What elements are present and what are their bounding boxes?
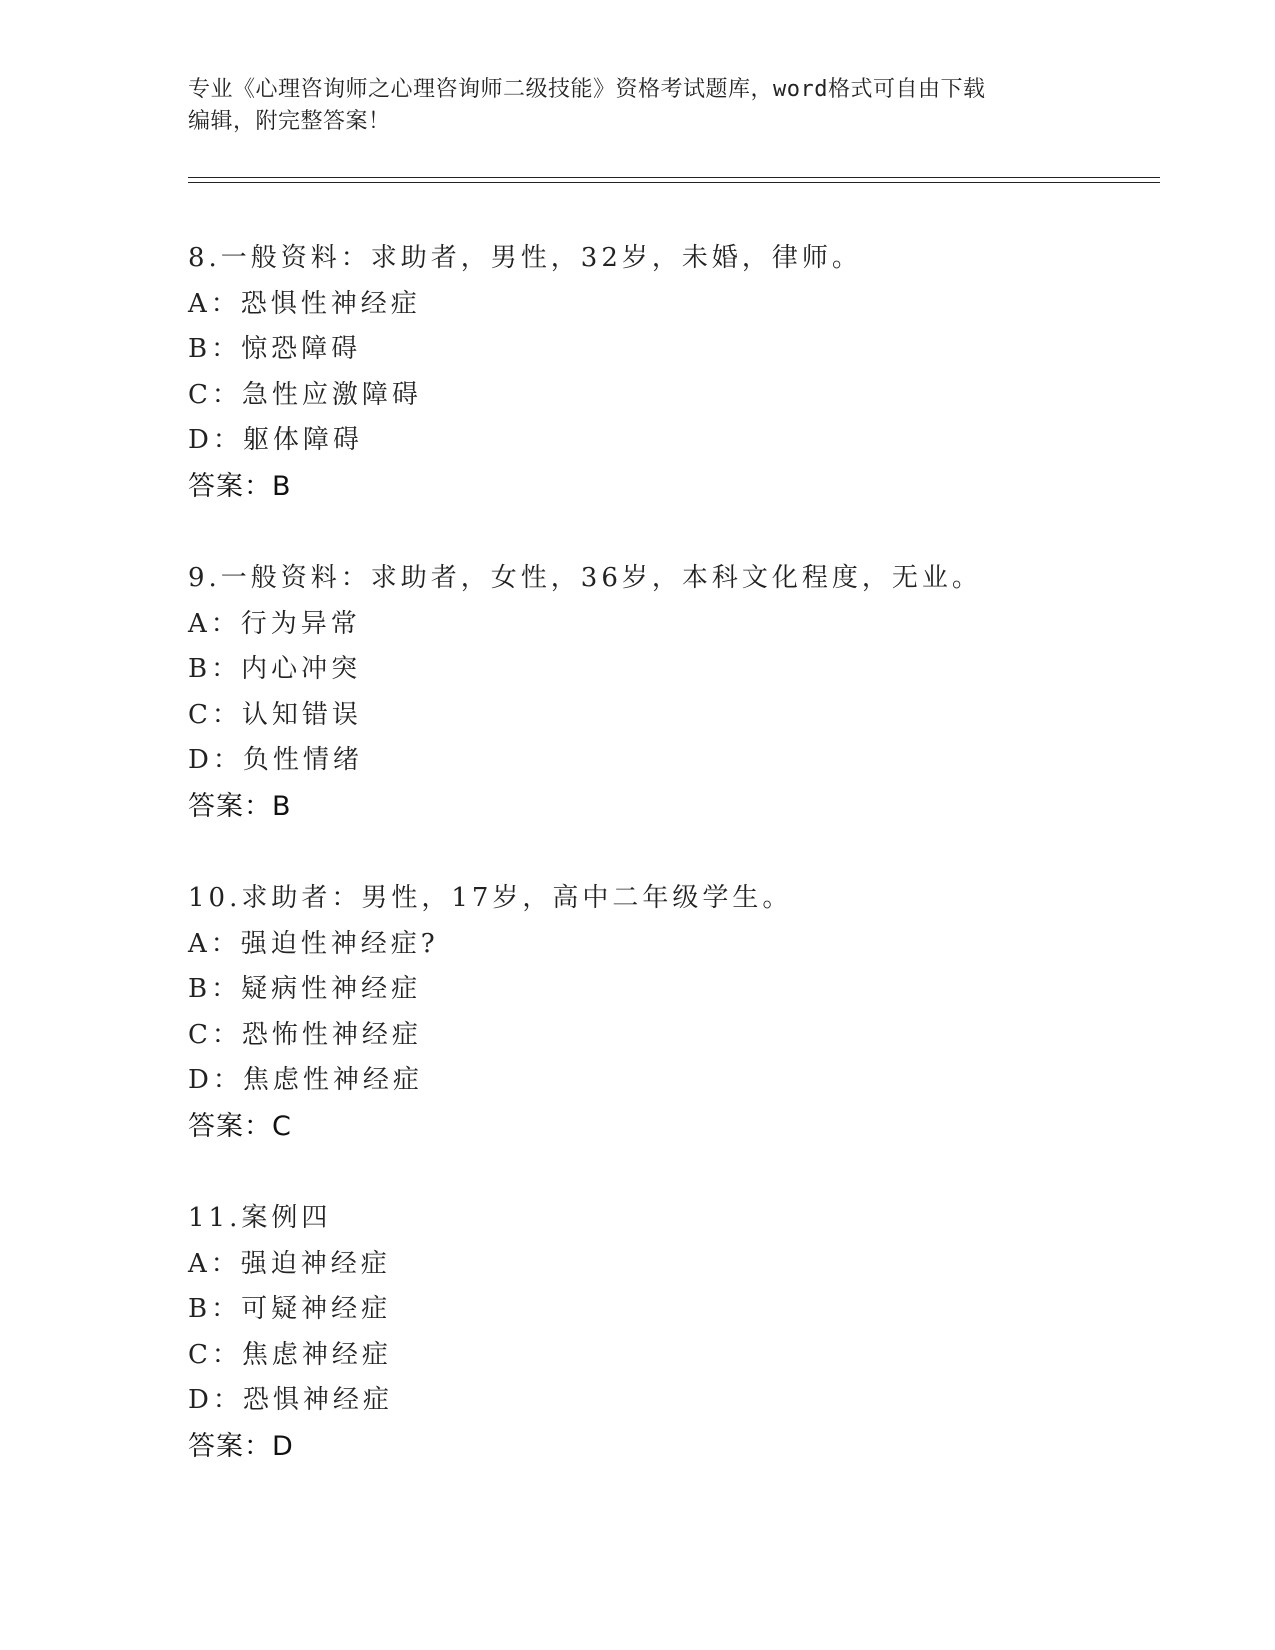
document-header [188, 74, 1088, 138]
option-a: A：恐惧性神经症 [188, 288, 421, 319]
question-list [188, 236, 1148, 1516]
question-stem: 11.案例四 [188, 1203, 332, 1233]
option-d: D：焦虑性神经症 [188, 1065, 423, 1096]
header-divider-bottom [188, 182, 1160, 183]
question-9 [188, 556, 1148, 876]
header-divider-top [188, 177, 1160, 178]
option-d: D：负性情绪 [188, 745, 363, 776]
answer-line: 答案：B [188, 790, 292, 822]
option-b: B：可疑神经症 [188, 1294, 392, 1325]
header-line-1: 专业《心理咨询师之心理咨询师二级技能》资格考试题库，word格式可自由下载 [188, 77, 986, 102]
option-b: B：惊恐障碍 [188, 334, 362, 365]
option-c: C：恐怖性神经症 [188, 1019, 422, 1050]
option-d: D：恐惧神经症 [188, 1385, 393, 1416]
answer-line: 答案：B [188, 470, 292, 502]
option-b: B：内心冲突 [188, 654, 362, 685]
option-d: D：躯体障碍 [188, 425, 363, 456]
question-11 [188, 1196, 1148, 1516]
option-a: A：行为异常 [188, 608, 361, 639]
header-line-2: 编辑，附完整答案！ [188, 109, 391, 134]
question-8 [188, 236, 1148, 556]
option-b: B：疑病性神经症 [188, 974, 422, 1005]
option-c: C：焦虑神经症 [188, 1339, 392, 1370]
answer-line: 答案：C [188, 1110, 292, 1142]
question-stem: 9.一般资料：求助者，女性，36岁，本科文化程度，无业。 [188, 563, 982, 593]
option-a: A：强迫性神经症? [188, 928, 439, 959]
option-c: C：急性应激障碍 [188, 379, 422, 410]
option-c: C：认知错误 [188, 699, 362, 730]
answer-line: 答案：D [188, 1430, 294, 1462]
question-stem: 8.一般资料：求助者，男性，32岁，未婚，律师。 [188, 243, 862, 273]
option-a: A：强迫神经症 [188, 1248, 391, 1279]
question-10 [188, 876, 1148, 1196]
question-stem: 10.求助者：男性，17岁，高中二年级学生。 [188, 883, 793, 913]
